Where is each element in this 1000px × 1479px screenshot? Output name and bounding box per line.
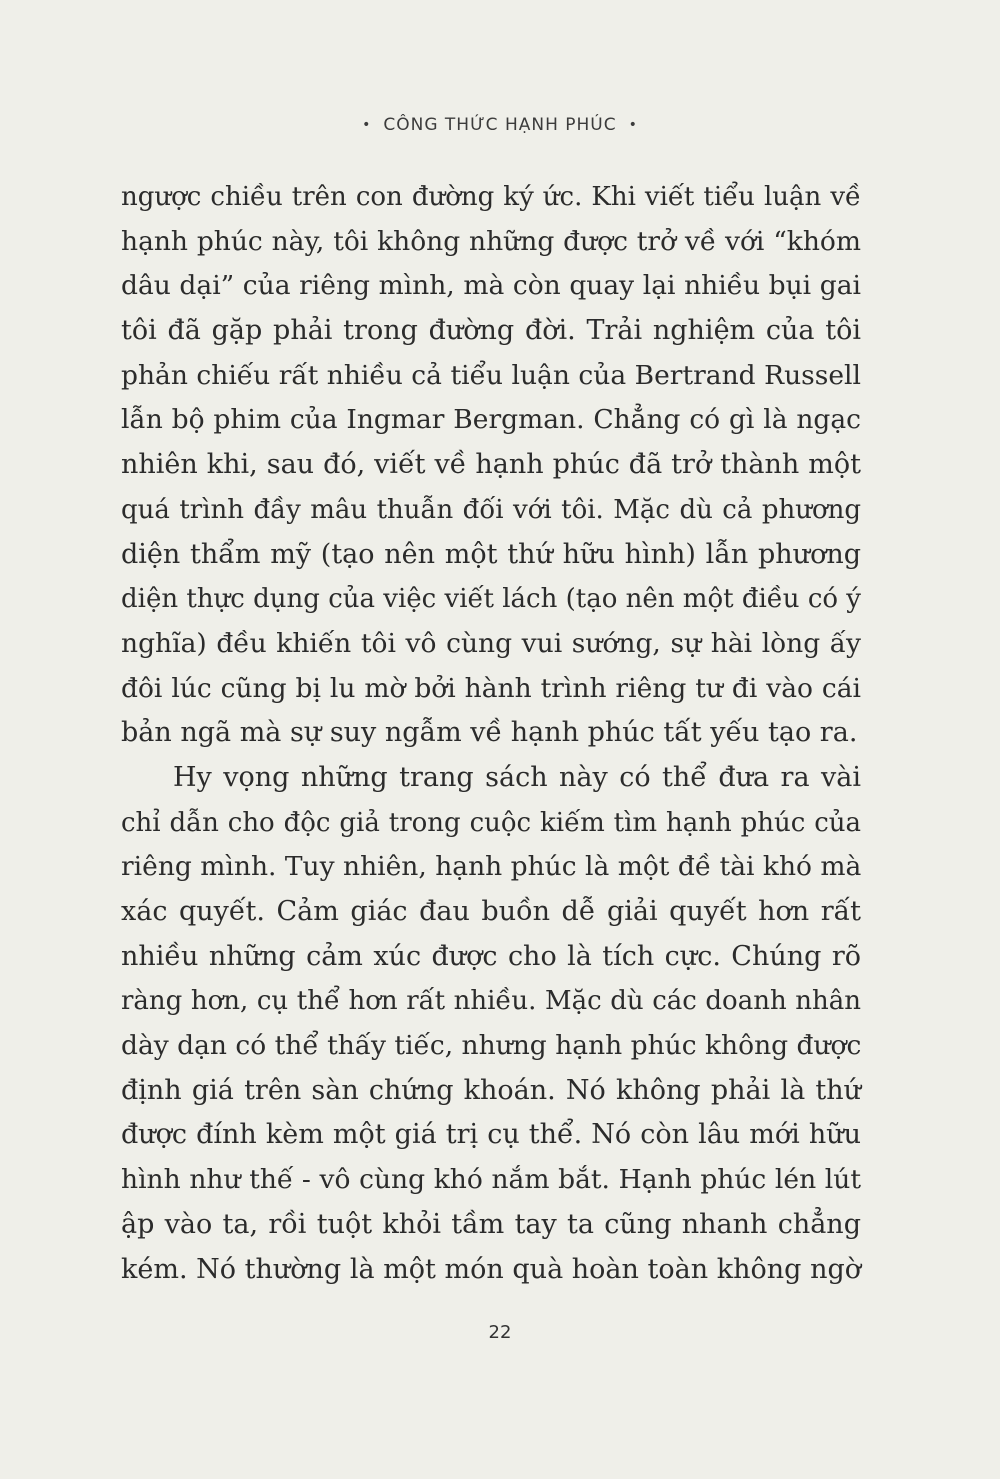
text-line: dâu dại” của riêng mình, mà còn quay lại nhiều bụi gai — [121, 270, 861, 302]
text-line: dày dạn có thể thấy tiếc, nhưng hạnh phúc không được — [121, 1030, 862, 1062]
body-text — [121, 175, 861, 1292]
text-line: nghĩa) đều khiến tôi vô cùng vui sướng, sự hài lòng ấy — [121, 627, 861, 659]
text-line: được đính kèm một giá trị cụ thể. Nó còn lâu mới hữu — [121, 1119, 861, 1151]
text-line: chỉ dẫn cho độc giả trong cuộc kiếm tìm hạnh phúc của — [121, 807, 861, 838]
text-line: quá trình đầy mâu thuẫn đối với tôi. Mặc dù cả phương — [121, 494, 861, 525]
text-line: ập vào ta, rồi tuột khỏi tầm tay ta cũng nhanh chẳng — [121, 1208, 861, 1240]
paragraph-2 — [121, 756, 861, 1292]
text-line: riêng mình. Tuy nhiên, hạnh phúc là một đề tài khó mà — [121, 851, 862, 883]
running-header — [0, 115, 1000, 135]
text-line: phản chiếu rất nhiều cả tiểu luận của Bertrand Russell — [121, 359, 861, 391]
text-line: định giá trên sàn chứng khoán. Nó không phải là thứ — [121, 1074, 861, 1106]
text-line: Hy vọng những trang sách này có thể đưa ra vài — [173, 761, 861, 793]
text-line: diện thẩm mỹ (tạo nên một thứ hữu hình) lẫn phương — [121, 538, 861, 570]
text-line: kém. Nó thường là một món quà hoàn toàn không ngờ — [121, 1253, 861, 1285]
text-line: hình như thế - vô cùng khó nắm bắt. Hạnh phúc lén lút — [121, 1164, 861, 1196]
text-line: đôi lúc cũng bị lu mờ bởi hành trình riêng tư đi vào cái — [121, 672, 861, 704]
text-line: diện thực dụng của việc viết lách (tạo nên một điều có ý — [121, 584, 861, 615]
header-bullet-left: • — [362, 117, 372, 133]
paragraph-1 — [121, 175, 861, 756]
header-bullet-right: • — [628, 117, 638, 133]
text-line: tôi đã gặp phải trong đường đời. Trải nghiệm của tôi — [121, 315, 861, 347]
text-line: ngược chiều trên con đường ký ức. Khi viết tiểu luận về — [121, 182, 861, 212]
text-line: bản ngã mà sự suy ngẫm về hạnh phúc tất yếu tạo ra. — [121, 717, 858, 749]
page-number: 22 — [488, 1322, 512, 1343]
text-line: nhiên khi, sau đó, viết về hạnh phúc đã trở thành một — [121, 449, 861, 481]
text-line: nhiều những cảm xúc được cho là tích cực. Chúng rõ — [121, 940, 861, 972]
text-line: lẫn bộ phim của Ingmar Bergman. Chẳng có gì là ngạc — [121, 404, 861, 436]
text-line: xác quyết. Cảm giác đau buồn dễ giải quyết hơn rất — [121, 896, 861, 927]
header-title: CÔNG THỨC HẠNH PHÚC — [383, 115, 617, 135]
text-line: ràng hơn, cụ thể hơn rất nhiều. Mặc dù các doanh nhân — [121, 986, 861, 1017]
text-line: hạnh phúc này, tôi không những được trở về với “khóm — [121, 225, 861, 257]
